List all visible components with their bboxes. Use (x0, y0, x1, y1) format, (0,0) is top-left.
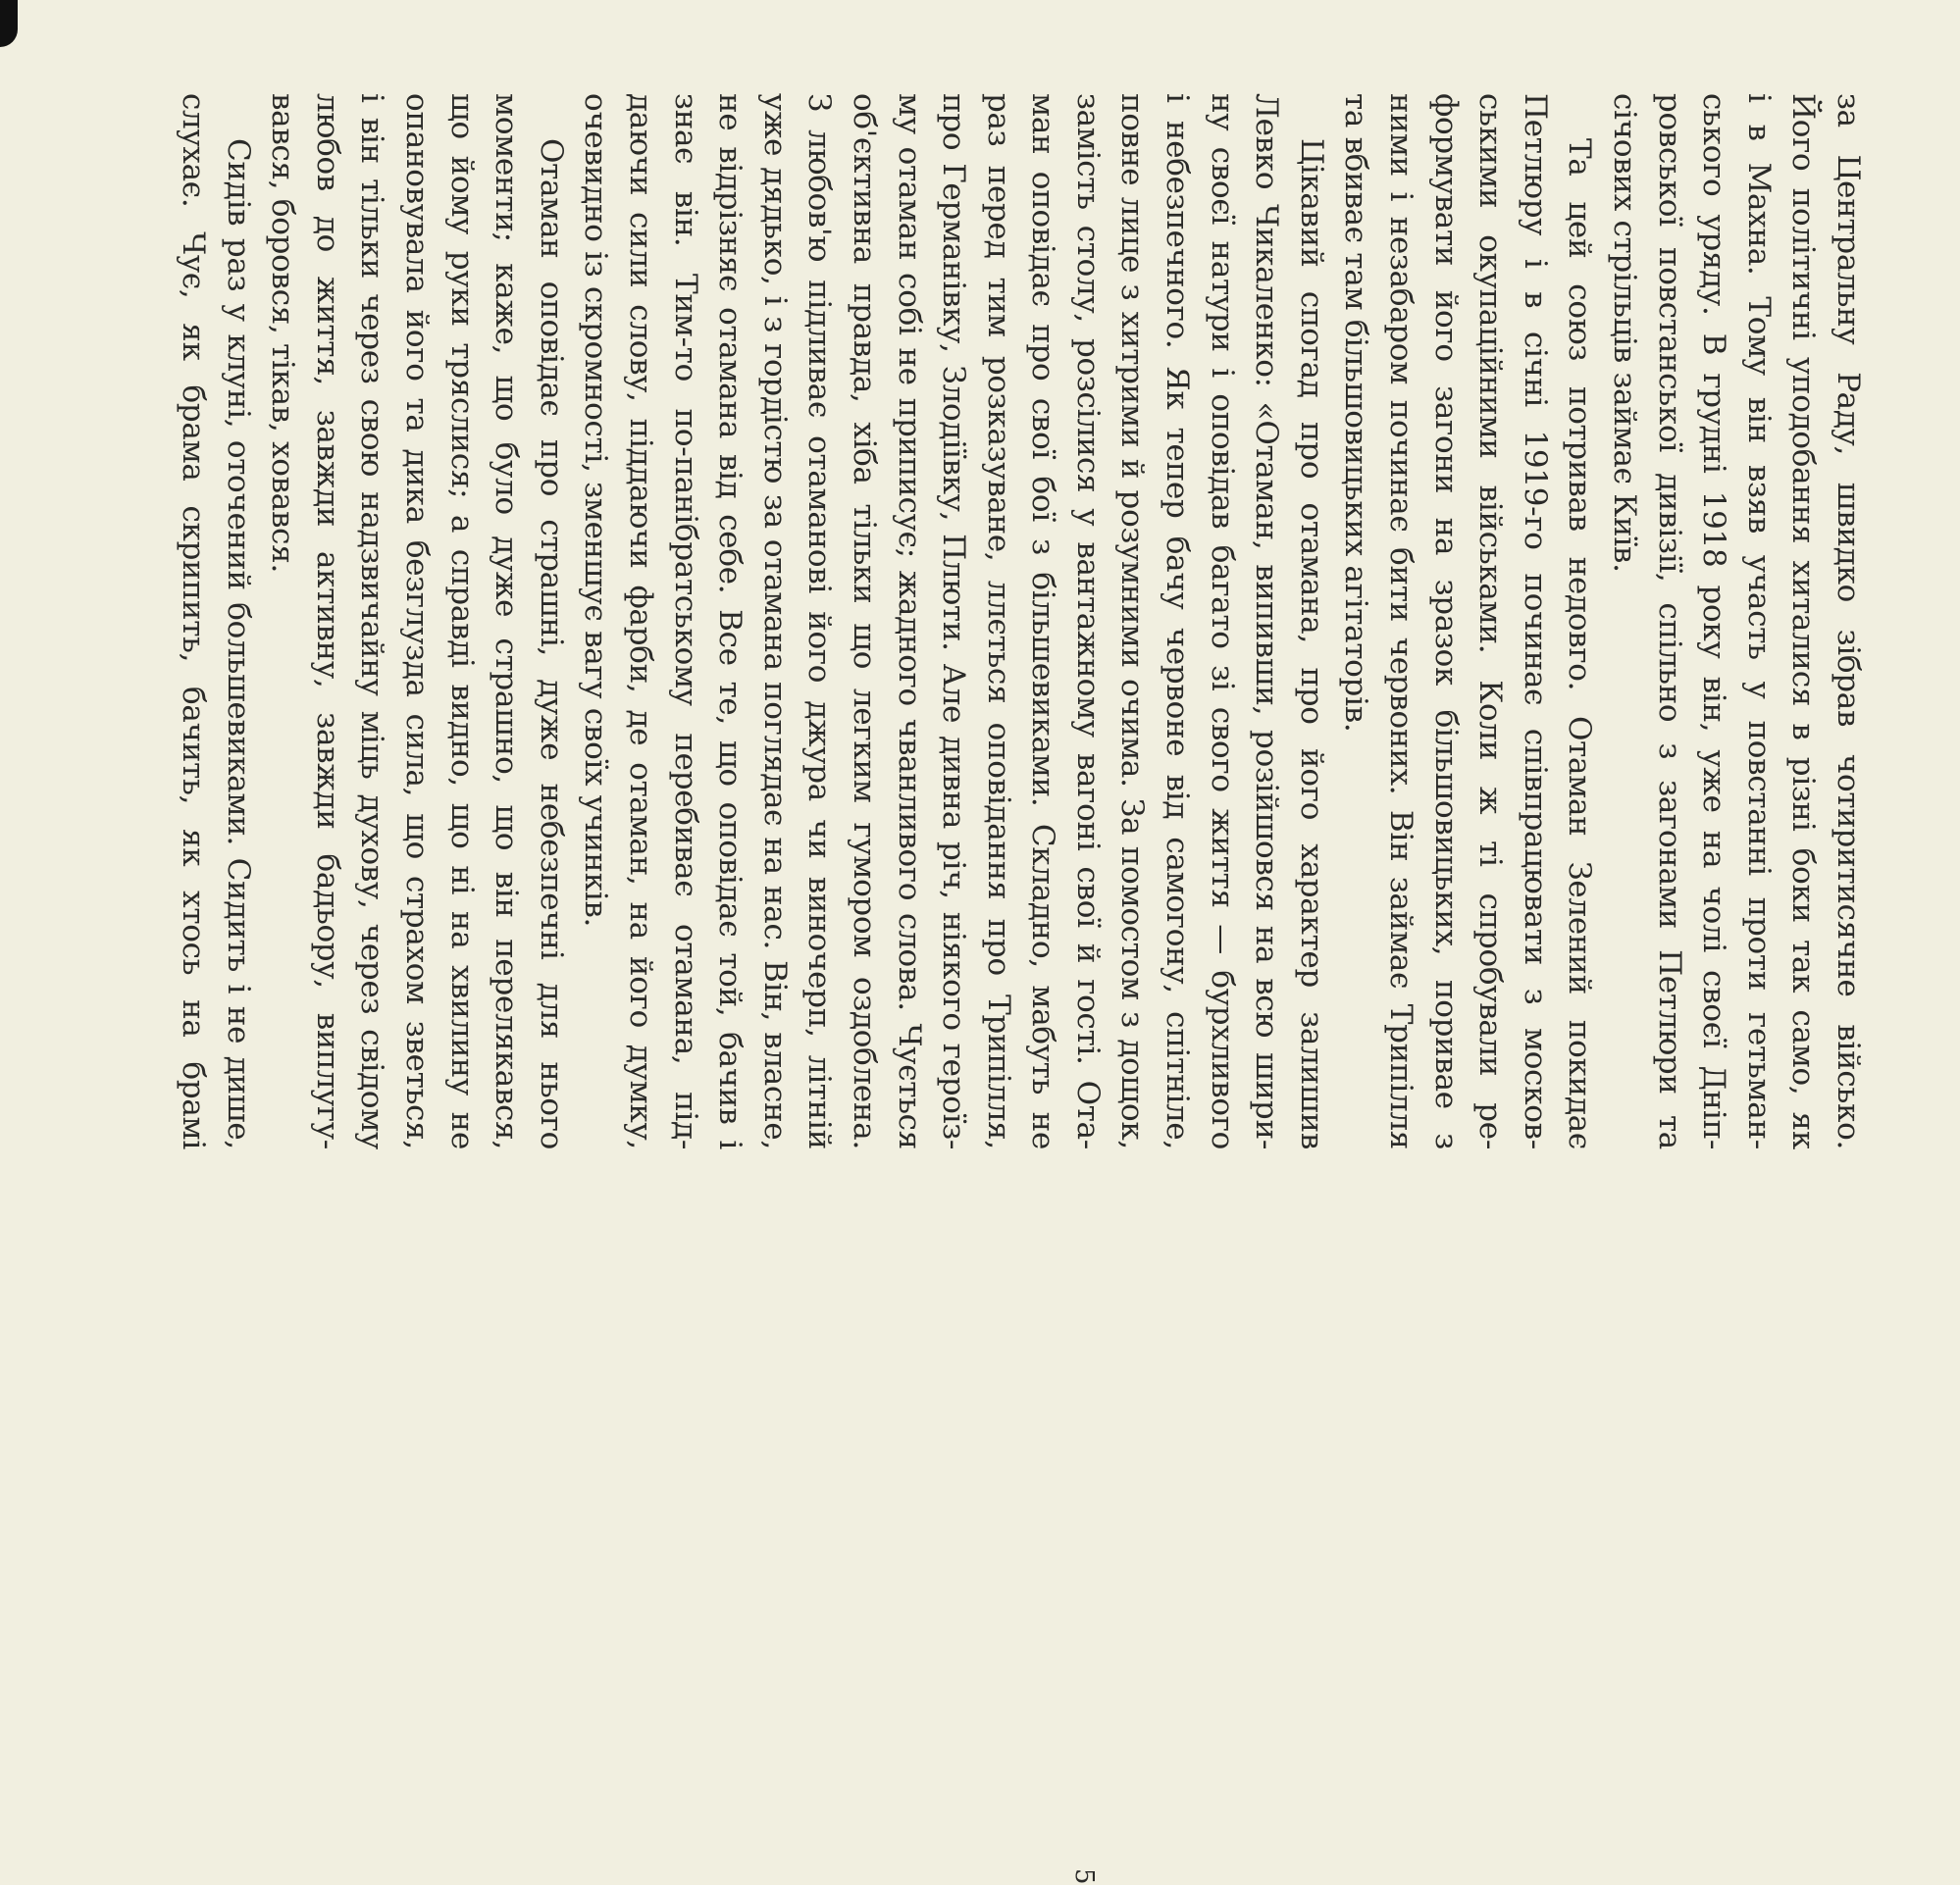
text-line: знає він. Тим-то по-панібратському перебиває отамана, під- (667, 93, 703, 1149)
text-line: ними і незабаром починає бити червоних. Він займає Трипілля (1383, 93, 1419, 1149)
text-line: Левко Чикаленко: «Отаман, випивши, розійшовся на всю шири- (1249, 93, 1285, 1149)
text-line: Його політичні уподобання хиталися в різні боки так само, як (1785, 93, 1822, 1149)
text-line: моменти; каже, що було дуже страшно, що він перелякався, (489, 93, 525, 1149)
text-line: і небезпечного. Як тепер бачу червоне від самогону, спітніле, (1160, 93, 1196, 1149)
text-line: Сидів раз у клуні, оточений большевиками. Сидить і не дише, (220, 138, 256, 1149)
text-line: ськими окупаційними військами. Коли ж ті спробували ре- (1472, 93, 1509, 1149)
text-line: і він тільки через свою надзвичайну міць духову, через свідому (354, 93, 390, 1149)
text-line: об'єктивна правда, хіба тільки що легким гумором оздоблена. (846, 93, 882, 1149)
text-line: вався, боровся, тікав, ховався. (265, 93, 301, 574)
text-line: З любов'ю підливає отаманові його джура чи виночерп, літній (801, 93, 838, 1149)
text-line: ну своєї натури і оповідав багато зі свого життя — бурхливого (1204, 93, 1240, 1149)
text-line: Та цей союз потривав недовго. Отаман Зелений покидає (1562, 138, 1598, 1149)
text-line: му отаман собі не приписує; жадного чванливого слова. Чується (891, 93, 927, 1149)
text-line: і в Махна. Тому він взяв участь у повстанні проти гетьман- (1740, 93, 1777, 1149)
text-line: ман оповідає про свої бої з більшевиками. Складно, мабуть не (1025, 93, 1061, 1149)
text-line: ського уряду. В грудні 1918 року він, уже на чолі своєї Дніп- (1696, 93, 1732, 1149)
text-line: про Германівку, Злодіївку, Плюти. Але дивна річ, ніякого героїз- (936, 93, 972, 1149)
text-line: замість столу, розсілися у вантажному вагоні свої й гості. Ота- (1069, 93, 1106, 1149)
text-line: очевидно із скромності, зменшує вагу своїх учинків. (578, 93, 614, 928)
text-line: за Центральну Раду, швидко зібрав чотиритисячне військо. (1831, 93, 1866, 1149)
text-line: формувати його загони на зразок більшовицьких, поривае з (1427, 93, 1464, 1149)
text-line: Цікавий спогад про отамана, про його характер залишив (1293, 138, 1329, 1149)
text-line: любов до життя, завжди активну, завжди бадьору, виплугу- (309, 93, 345, 1149)
text-line: Отаман оповідає про страшні, дуже небезпечні для нього (533, 138, 569, 1149)
text-line: повне лице з хитрими й розумними очима. За помостом з дощок, (1114, 93, 1151, 1149)
text-line: уже дядько, і з гордістю за отамана поглядає на нас. Він, власне, (756, 93, 793, 1149)
body-text (170, 93, 1870, 1149)
text-line: даючи сили слову, піддаючи фарби, де отаман, на його думку, (622, 93, 658, 1149)
text-line: опановувала його та дика безглузда сила, що страхом зветься, (399, 93, 435, 1149)
text-line: слухає. Чує, як брама скрипить, бачить, як хтось на брамі (176, 93, 212, 1149)
text-line: що йому руки тряслися; а справді видно, що ні на хвилину не (443, 93, 480, 1149)
text-line: не відрізняє отамана від себе. Все те, що оповідає той, бачив і (712, 93, 748, 1149)
text-line: Петлюру і в січні 1919-го починає співпрацювати з москов- (1517, 93, 1553, 1149)
text-line: ровської повстанської дивізії, спільно з загонами Петлюри та (1651, 93, 1687, 1149)
text-line: січових стрільців займає Київ. (1607, 93, 1643, 573)
text-line: раз перед тим розказуване, ллється оповідання про Трипілля, (980, 93, 1016, 1149)
page-number: 5 (1069, 1868, 1099, 1885)
text-line: та вбиває там більшовицьких агітаторів. (1338, 93, 1374, 733)
